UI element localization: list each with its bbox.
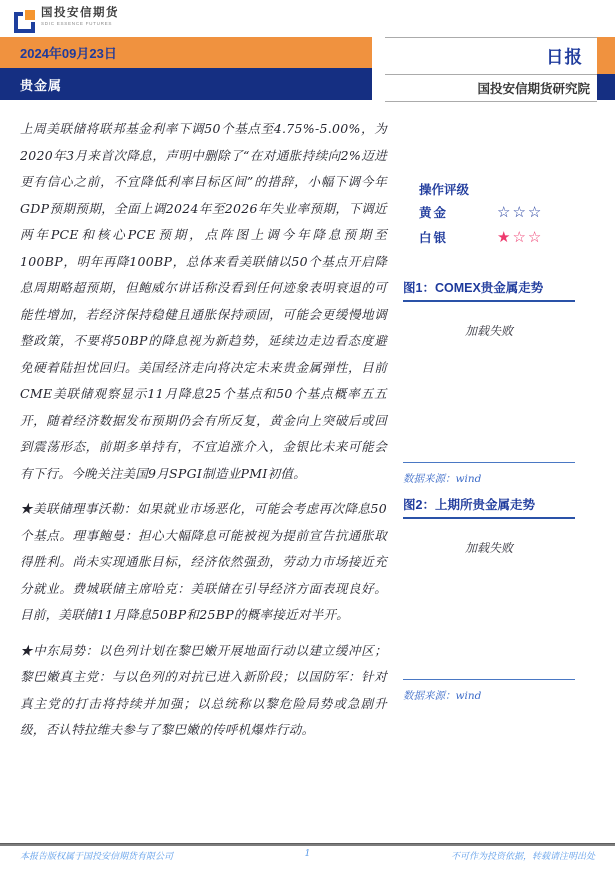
company-logo bbox=[14, 8, 119, 31]
header-accent-orange bbox=[597, 37, 615, 74]
institute-name: 国投安信期货研究院 bbox=[477, 82, 590, 96]
figure-chart-area-2 bbox=[403, 519, 575, 680]
report-type: 日报 bbox=[546, 46, 583, 67]
logo-square-icon bbox=[14, 10, 35, 31]
figure-source-2: 数据来源：wind bbox=[403, 690, 482, 702]
figure-block-1 bbox=[403, 278, 575, 485]
rating-row-gold bbox=[403, 201, 575, 223]
footer-copyright: 本报告版权属于国投安信期货有限公司 bbox=[20, 852, 174, 862]
company-name-en: SDIC ESSENCE FUTURES bbox=[41, 20, 113, 26]
body-paragraph-fed-comments: ★美联储理事沃勒：如果就业市场恶化，可能会考虑再次降息50个基点。理事鲍曼：担心大幅降息可能被视为提前宣告抗通胀取得胜利。尚未实现通胀目标，经济依然强劲，劳动力市场接近充分就业。费城联储主席哈克：美联储在引导经济方面表现良好。目前，美联储11月降息50BP和25BP的概率接近对半开。 bbox=[20, 501, 387, 622]
figure-title-1: 图1：COMEX贵金属走势 bbox=[403, 278, 575, 302]
body-paragraph-market-review: 上周美联储将联邦基金利率下调50个基点至4.75%-5.00%，为2020年3月来首次降息，声明中删除了“在对通胀持续向2%迈进更有信心之前，不宜降低利率目标区间”的措辞，小幅下调今年GDP预期预期，全面上调2024年至2026年失业率预期，下调近两年PCE和核心PCE预期，点阵图上调今年降息预期至100BP，明年再降100BP，总体来看美联储以50个基点开启降息周期略超预期，但鲍威尔讲话称没看到任何迹象表明衰退的可能性增加，若经济保持稳健且通胀保持顽固，可能会更缓慢地调整政策，不要将50BP的降息视为新趋势，延续边走边看态度避免硬着陆担忧回归。美国经济走向将决定未来贵金属弹性，目前CME美联储观察显示11月降息25个基点和50个基点概率五五开，随着经济数据发布预期仍会有所反复，黄金向上突破后或回到震荡形态，前期多单持有，不宜追涨介入，金银比未来可能会有下行。今晚关注美国9月SPGI制造业PMI初值。 bbox=[20, 121, 387, 481]
report-date: 2024年09月23日 bbox=[20, 46, 117, 61]
report-type-row bbox=[385, 38, 597, 75]
star-rating-icon-gold: ☆☆☆ bbox=[497, 203, 544, 221]
chart-placeholder-text-2: 加载失败 bbox=[464, 541, 513, 555]
category-title: 贵金属 bbox=[20, 77, 63, 93]
report-body bbox=[20, 116, 387, 753]
figure-source-1: 数据来源：wind bbox=[403, 473, 482, 485]
footer-page-number: 1 bbox=[304, 849, 311, 859]
footer-disclaimer: 不可作为投资依据，转载请注明出处 bbox=[450, 852, 595, 862]
date-bar bbox=[0, 37, 372, 68]
rating-title: 操作评级 bbox=[419, 183, 470, 197]
header-right-panel bbox=[385, 37, 597, 102]
company-name: 国投安信期货 bbox=[41, 7, 119, 19]
rating-row-silver bbox=[403, 226, 575, 248]
sidebar bbox=[403, 180, 575, 702]
logo-text bbox=[41, 8, 119, 26]
star-rating-icon-silver: ★☆☆ bbox=[497, 228, 544, 246]
figure-block-2 bbox=[403, 495, 575, 702]
footer-rule bbox=[0, 843, 615, 846]
institute-row bbox=[385, 75, 597, 101]
rating-label-gold: 黄金 bbox=[419, 206, 449, 220]
body-paragraph-mideast-news: ★中东局势：以色列计划在黎巴嫩开展地面行动以建立缓冲区；黎巴嫩真主党：与以色列的对抗已进入新阶段；以国防军：针对真主党的打击将持续并加强；以总统称以黎危险局势或急剧升级，否认特拉维夫参与了黎巴嫩的传呼机爆炸行动。 bbox=[20, 642, 387, 737]
chart-placeholder-text-1: 加载失败 bbox=[464, 324, 513, 338]
logo-orange-square bbox=[23, 10, 35, 22]
category-bar bbox=[0, 68, 372, 100]
header-accent-blue bbox=[597, 74, 615, 100]
figure-chart-area-1 bbox=[403, 302, 575, 463]
figure-title-2: 图2：上期所贵金属走势 bbox=[403, 495, 575, 519]
rating-label-silver: 白银 bbox=[419, 231, 449, 245]
